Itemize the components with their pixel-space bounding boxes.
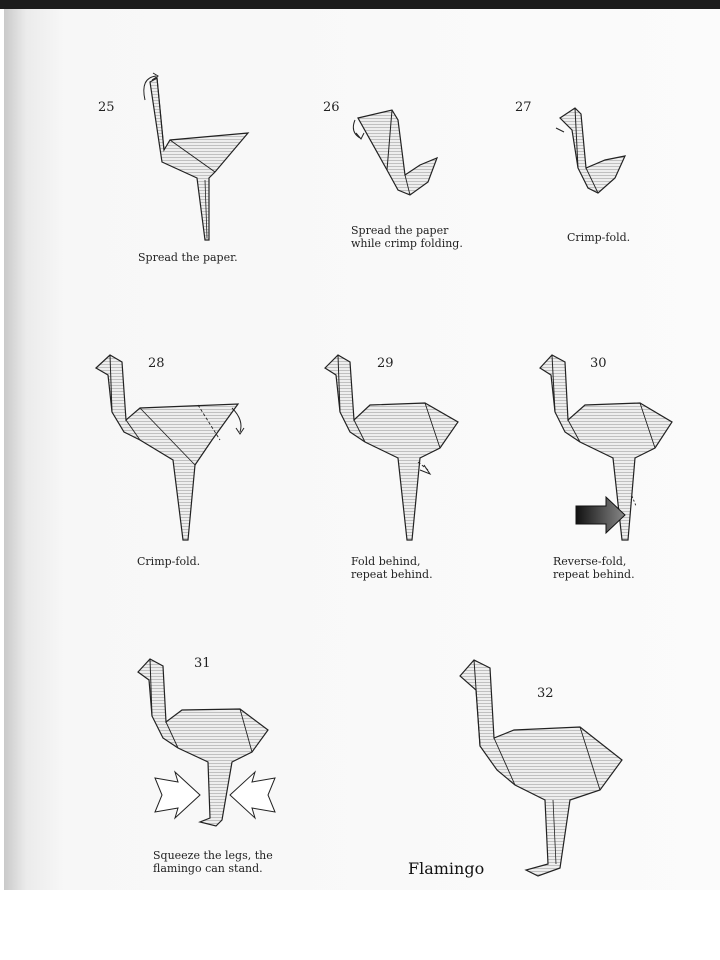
step-number: 25 (98, 100, 115, 115)
step-number: 31 (194, 656, 211, 671)
step-caption: Fold behind, repeat behind. (351, 555, 433, 581)
step-caption: Crimp-fold. (137, 555, 201, 568)
step-number: 29 (377, 356, 394, 371)
step-caption: Crimp-fold. (567, 231, 631, 244)
step-caption: Squeeze the legs, the flamingo can stand. (153, 849, 273, 875)
step-number: 30 (590, 356, 607, 371)
step-caption: Spread the paper while crimp folding. (351, 224, 463, 250)
final-title: Flamingo (408, 859, 485, 878)
step-caption: Spread the paper. (138, 251, 238, 264)
step-number: 27 (515, 100, 532, 115)
step-number: 28 (148, 356, 165, 371)
step-number: 26 (323, 100, 340, 115)
step-number: 32 (537, 686, 554, 701)
step-caption: Reverse-fold, repeat behind. (553, 555, 635, 581)
